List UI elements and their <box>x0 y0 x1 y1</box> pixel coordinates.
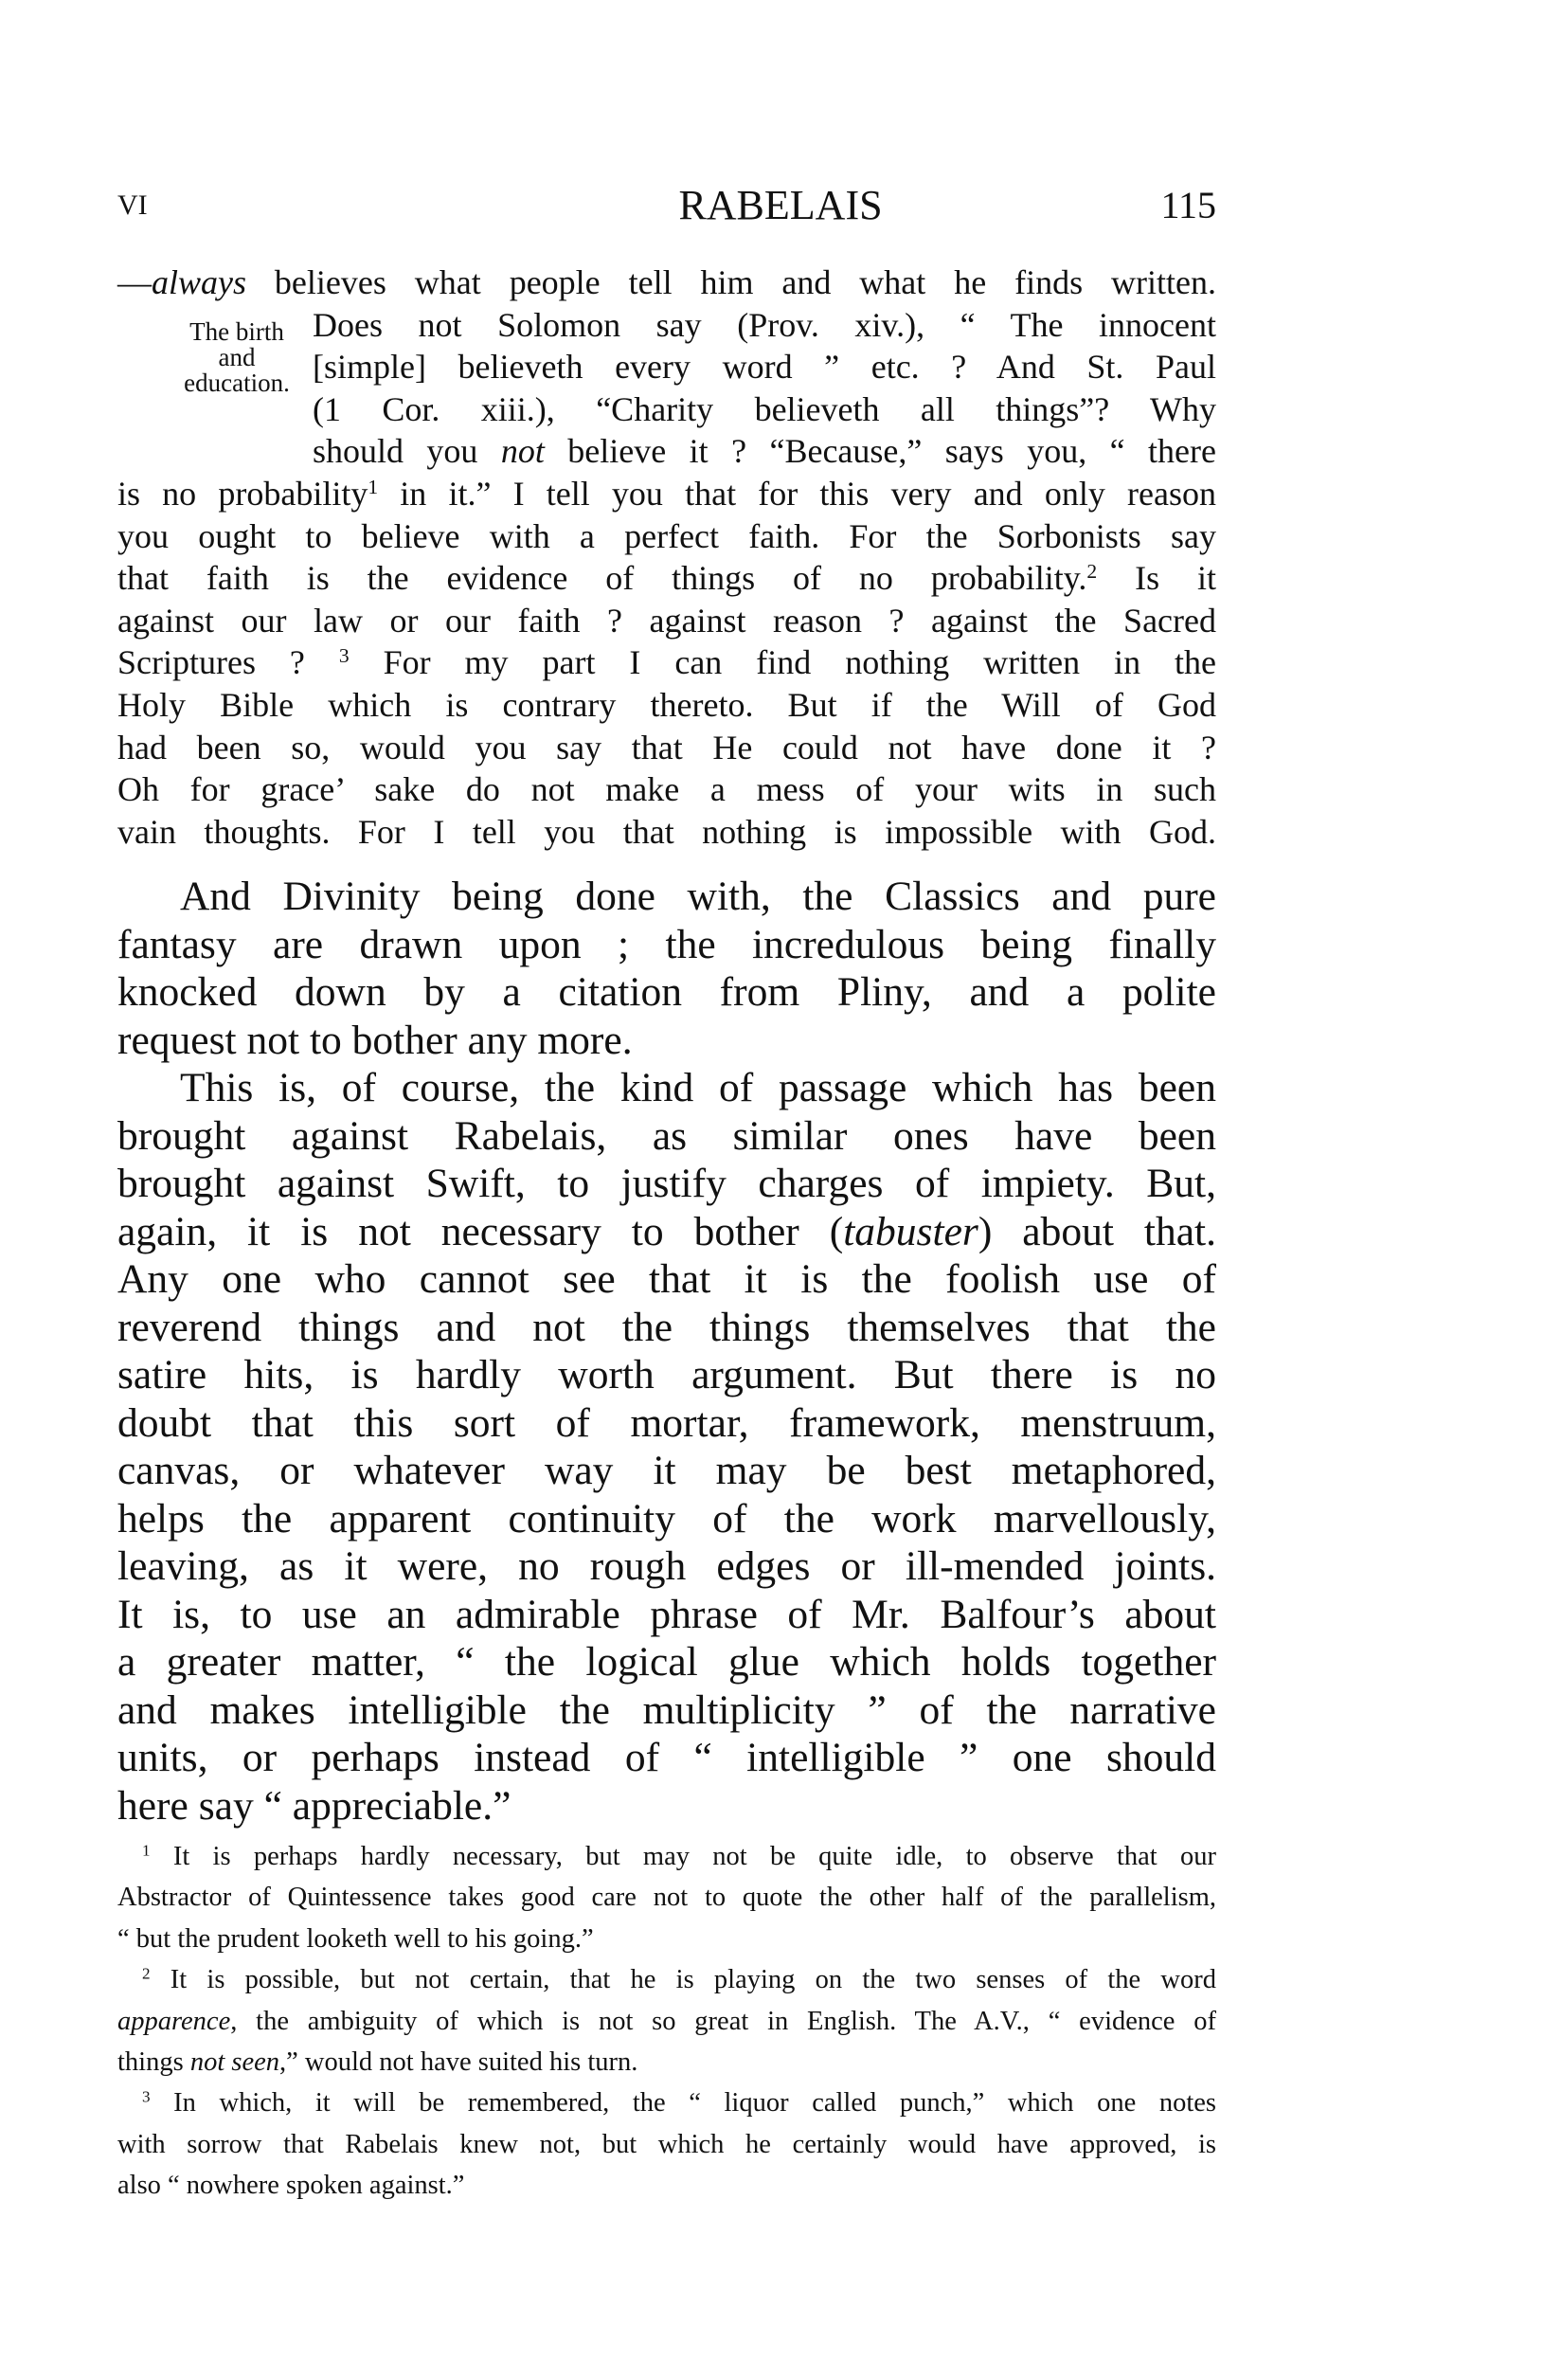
text-line <box>117 727 1216 768</box>
italic-text: always <box>152 263 247 301</box>
text-span: ,” would not have suited his turn. <box>279 2047 638 2077</box>
text-line <box>117 1447 1216 1494</box>
text-line <box>117 684 1216 726</box>
text-span: units, or perhaps instead of “ intelligible ” one should <box>117 1735 1216 1780</box>
footnote-marker: 2 <box>142 1964 151 1983</box>
text-line <box>117 473 1216 514</box>
text-line <box>117 1160 1216 1207</box>
text-line <box>117 2124 1216 2166</box>
text-span: reverend things and not the things themselves that the <box>117 1304 1216 1350</box>
text-span: Does not Solomon say (Prov. xiv.), “ The innocent <box>313 305 1216 344</box>
italic-text: not <box>500 432 545 471</box>
text-line <box>117 1112 1216 1160</box>
text-span: with sorrow that Rabelais knew not, but which he certainly would have approved, is <box>117 2129 1216 2159</box>
text-span: For my part I can find nothing written in the <box>349 643 1216 682</box>
text-span: leaving, as it were, no rough edges or ill-mended joints. <box>117 1543 1216 1589</box>
text-line <box>117 515 1216 557</box>
marginal-note-line: The birth <box>189 317 284 346</box>
text-span: also “ nowhere spoken against.” <box>117 2171 465 2201</box>
text-line <box>117 921 1216 968</box>
text-line <box>117 1877 1216 1919</box>
text-line <box>117 1495 1216 1542</box>
text-line <box>117 1255 1216 1303</box>
text-span: It is, to use an admirable phrase of Mr. Balfour’s about <box>117 1591 1216 1637</box>
text-line <box>117 600 1216 641</box>
text-line <box>117 2042 1216 2083</box>
text-line <box>117 811 1216 853</box>
text-span: canvas, or whatever way it may be best metaphored, <box>117 1448 1216 1493</box>
text-span: here say “ appreciable.” <box>117 1782 511 1829</box>
text-line <box>117 768 1216 810</box>
marginal-note <box>170 319 303 396</box>
text-line <box>117 641 1216 683</box>
text-span: believe it ? “Because,” says you, “ there <box>544 432 1216 471</box>
text-line <box>313 430 1216 472</box>
text-span: It is perhaps hardly necessary, but may not be quite idle, to observe that our <box>150 1842 1216 1871</box>
text-span: fantasy are drawn upon ; the incredulous being finally <box>117 921 1216 967</box>
text-line <box>313 304 1216 346</box>
text-span: (1 Cor. xiii.), “Charity believeth all things”? Why <box>313 389 1216 428</box>
text-span: brought against Rabelais, as similar ones have been <box>117 1112 1216 1159</box>
text-line <box>142 1959 1216 2001</box>
italic-text: apparence <box>117 2006 231 2036</box>
footnote-marker: 3 <box>338 644 350 668</box>
text-line <box>117 1351 1216 1398</box>
text-span: brought against Swift, to justify charges of impiety. But, <box>117 1161 1216 1206</box>
text-span: Abstractor of Quintessence takes good care not to quote the other half of the parallelism, <box>117 1883 1216 1913</box>
text-line <box>117 1591 1216 1638</box>
text-span: you ought to believe with a perfect faith. For the Sorbonists say <box>117 516 1216 555</box>
text-span: satire hits, is hardly worth argument. But there is no <box>117 1352 1216 1397</box>
text-line <box>142 2082 1216 2124</box>
text-span: is no probability <box>117 475 368 513</box>
text-span: — <box>117 263 152 301</box>
text-span: and makes intelligible the multiplicity ” of the narrative <box>117 1686 1216 1733</box>
text-span: should you <box>313 432 501 471</box>
text-line <box>117 557 1216 599</box>
text-span: “ but the prudent looketh well to his going.” <box>117 1923 594 1954</box>
text-span: request not to bother any more. <box>117 1017 633 1063</box>
text-span: again, it is not necessary to bother ( <box>117 1208 844 1254</box>
text-line <box>117 1304 1216 1351</box>
text-line <box>117 1734 1216 1781</box>
text-span: against our law or our faith ? against reason ? against the Sacred <box>117 601 1216 640</box>
text-span: Oh for grace’ sake do not make a mess of your wits in such <box>117 770 1216 809</box>
text-line <box>142 1836 1216 1878</box>
text-span: that faith is the evidence of things of no probability. <box>117 559 1087 598</box>
text-span: knocked down by a citation from Pliny, and a polite <box>117 969 1216 1015</box>
marginal-note-line: and <box>218 343 256 371</box>
text-span: Any one who cannot see that it is the foolish use of <box>117 1256 1216 1302</box>
text-line <box>117 261 1216 303</box>
text-line <box>117 2165 1216 2207</box>
text-line <box>180 873 1216 920</box>
text-span: Holy Bible which is contrary thereto. But if the Will of God <box>117 686 1216 724</box>
text-span: It is possible, but not certain, that he is playing on the two senses of the word <box>150 1965 1216 1995</box>
text-span: in it.” I tell you that for this very and only reason <box>378 475 1216 513</box>
text-span: vain thoughts. For I tell you that nothing is impossible with God. <box>117 812 1216 851</box>
text-line <box>117 1208 1216 1255</box>
text-line <box>313 388 1216 430</box>
text-line <box>117 1399 1216 1447</box>
text-span: Is it <box>1097 559 1216 598</box>
text-line <box>117 1542 1216 1590</box>
running-title: RABELAIS <box>678 182 883 228</box>
chapter-number: VI <box>117 189 148 221</box>
text-span: things <box>117 2047 190 2077</box>
italic-text: not seen <box>189 2047 279 2077</box>
marginal-note-line: education. <box>184 369 290 397</box>
text-line <box>117 1017 1216 1064</box>
text-line <box>117 1686 1216 1734</box>
text-span: believes what people tell him and what he finds written. <box>246 263 1216 301</box>
text-span: This is, of course, the kind of passage which has been <box>180 1065 1216 1110</box>
text-span: had been so, would you say that He could not have done it ? <box>117 728 1216 766</box>
text-span: ) about that. <box>978 1208 1217 1254</box>
text-span: Scriptures ? <box>117 643 339 682</box>
text-line <box>180 1064 1216 1111</box>
footnote-marker: 3 <box>142 2088 151 2106</box>
text-line <box>117 2001 1216 2043</box>
text-span: And Divinity being done with, the Classics and pure <box>180 874 1216 919</box>
footnote-marker: 2 <box>1086 560 1098 584</box>
text-line <box>117 1919 1216 1960</box>
text-line <box>117 968 1216 1016</box>
text-span: In which, it will be remembered, the “ liquor called punch,” which one notes <box>150 2088 1216 2119</box>
text-line <box>313 346 1216 388</box>
italic-text: tabuster <box>843 1208 978 1254</box>
text-span: [simple] believeth every word ” etc. ? And St. Paul <box>313 348 1216 387</box>
text-line <box>117 1782 1216 1830</box>
text-line <box>117 1638 1216 1686</box>
text-span: doubt that this sort of mortar, framework, menstruum, <box>117 1399 1216 1446</box>
text-span: helps the apparent continuity of the work marvellously, <box>117 1495 1216 1542</box>
page-number: 115 <box>1160 184 1216 226</box>
text-span: , the ambiguity of which is not so great in English. The A.V., “ evidence of <box>230 2006 1216 2036</box>
text-span: a greater matter, “ the logical glue which holds together <box>117 1639 1216 1685</box>
footnote-marker: 1 <box>368 476 379 499</box>
footnote-marker: 1 <box>142 1841 151 1860</box>
